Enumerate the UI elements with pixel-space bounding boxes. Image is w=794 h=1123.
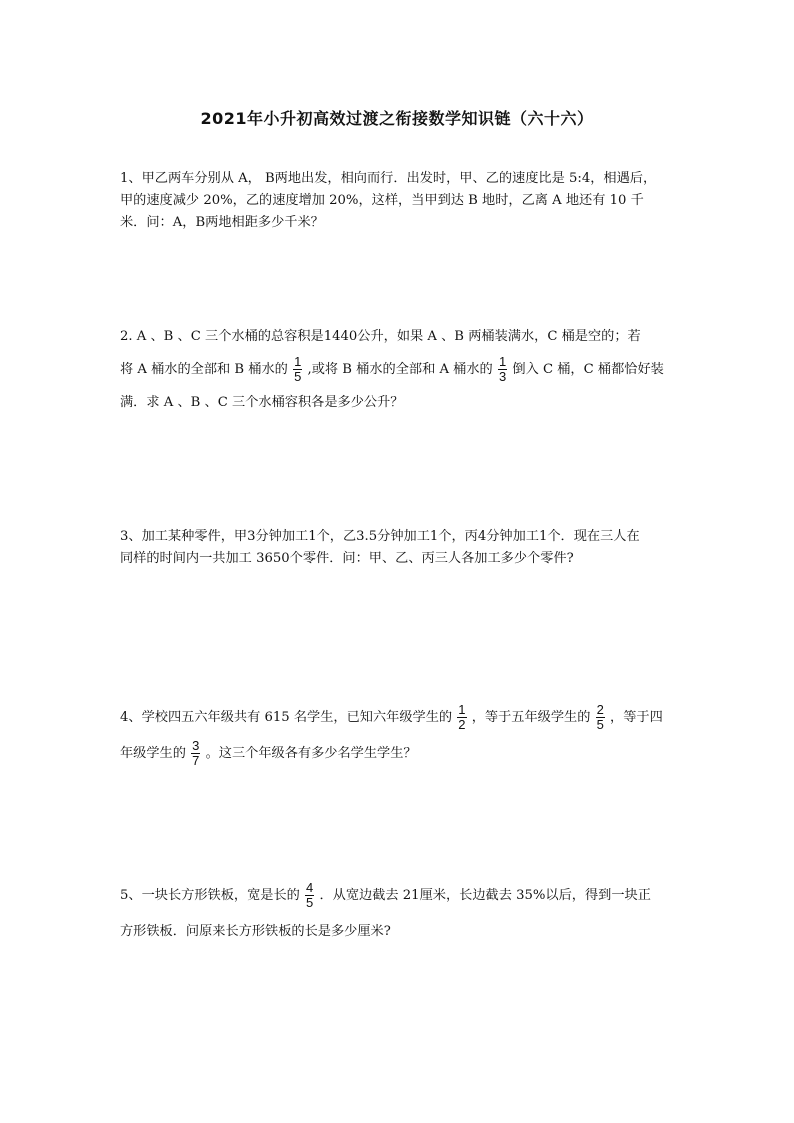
question-2-line-2-part-c: 倒入 C 桶，C 桶都恰好装	[512, 362, 664, 377]
question-2-line-1: 2. A 、B 、C 三个水桶的总容积是1440公升，如果 A 、B 两桶装满水，C 桶是空的；若	[120, 329, 641, 344]
question-2-line-3: 满．求 A 、B 、C 三个水桶容积各是多少公升？	[120, 395, 404, 410]
question-3-line-1: 3、加工某种零件，甲3分钟加工1个，乙3.5分钟加工1个，丙4分钟加工1个．现在三人在	[120, 529, 640, 544]
fraction-one-third	[498, 355, 507, 384]
fraction-denominator: 3	[498, 369, 507, 384]
question-2	[120, 320, 680, 419]
document-title: 2021年小升初高效过渡之衔接数学知识链（六十六）	[200, 109, 594, 128]
question-1	[120, 168, 680, 234]
fraction-numerator: 1	[458, 702, 466, 717]
fraction-numerator: 1	[498, 354, 507, 369]
fraction-one-half	[457, 703, 466, 732]
question-5-line-1-part-a: 5、一块长方形铁板，宽是长的	[120, 888, 300, 903]
question-1-line-1: 1、甲乙两车分别从 A， B两地出发，相向而行．出发时，甲、乙的速度比是 5:4，相遇后，	[120, 171, 657, 186]
fraction-denominator: 5	[294, 369, 302, 384]
fraction-one-fifth	[293, 355, 302, 384]
fraction-denominator: 5	[306, 895, 314, 910]
question-4-line-1-part-c: ，等于四	[610, 710, 663, 725]
fraction-numerator: 4	[306, 880, 314, 895]
question-5-line-1	[120, 878, 680, 914]
question-4-line-2-part-b: 。这三个年级各有多少名学生学生？	[205, 746, 417, 761]
fraction-numerator: 1	[294, 354, 302, 369]
question-4-line-1	[120, 700, 680, 736]
question-1-line-3: 米．问：A，B两地相距多少千米？	[120, 215, 324, 230]
question-3-line-2: 同样的时间内一共加工 3650个零件．问：甲、乙、丙三人各加工多少个零件?	[120, 551, 574, 566]
question-5	[120, 878, 680, 950]
question-5-line-1-part-b: ．从宽边截去 21厘米，长边截去 35%以后，得到一块正	[319, 888, 651, 903]
fraction-denominator: 2	[458, 717, 466, 732]
fraction-numerator: 3	[192, 738, 200, 753]
question-4-line-2	[120, 736, 680, 772]
question-4-line-2-part-a: 年级学生的	[120, 746, 186, 761]
question-3	[120, 526, 680, 570]
question-1-line-2: 甲的速度减少 20%，乙的速度增加 20%，这样，当甲到达 B 地时，乙离 A 地还有 10 千	[120, 193, 644, 208]
fraction-numerator: 2	[596, 702, 604, 717]
fraction-four-fifths	[305, 881, 314, 910]
fraction-two-fifths	[596, 703, 605, 732]
question-2-line-2-part-b: ,或将 B 桶水的全部和 A 桶水的	[307, 362, 493, 377]
question-4-line-1-part-a: 4、学校四五六年级共有 615 名学生，已知六年级学生的	[120, 710, 453, 725]
question-5-line-2: 方形铁板．问原来长方形铁板的长是多少厘米?	[120, 924, 391, 939]
question-4-line-1-part-b: ，等于五年级学生的	[471, 710, 591, 725]
question-2-line-2-part-a: 将 A 桶水的全部和 B 桶水的	[120, 362, 288, 377]
fraction-three-sevenths	[191, 739, 200, 768]
question-4	[120, 700, 680, 772]
fraction-denominator: 5	[596, 717, 604, 732]
question-2-line-2	[120, 353, 680, 386]
fraction-denominator: 7	[192, 753, 200, 768]
